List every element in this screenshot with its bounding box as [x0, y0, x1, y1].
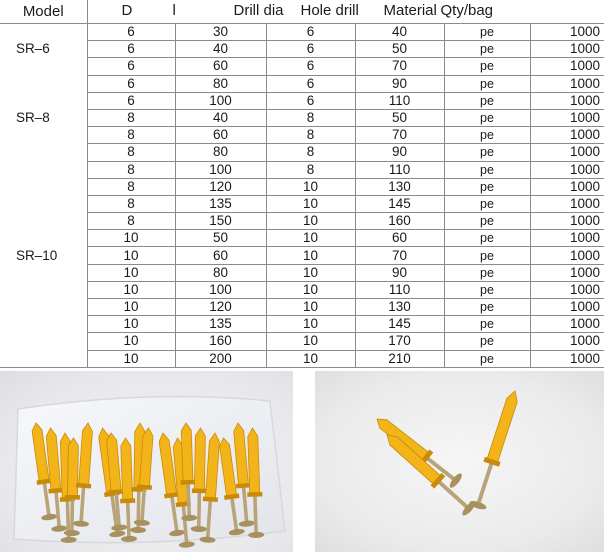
material-cell: pe [444, 333, 530, 350]
d-cell: 10 [87, 264, 175, 281]
loose-anchors-illustration [315, 371, 604, 552]
drill-dia-cell: 10 [266, 316, 355, 333]
header-row [0, 0, 604, 24]
drill-dia-cell: 10 [266, 213, 355, 230]
drill-dia-cell: 10 [266, 195, 355, 212]
hole-drill-cell: 70 [355, 127, 444, 144]
table-row [0, 24, 604, 41]
drill-dia-cell: 10 [266, 178, 355, 195]
table-row [0, 281, 604, 298]
table-row [0, 58, 604, 75]
l-cell: 100 [175, 161, 266, 178]
qty-cell: 1000 [530, 316, 604, 333]
drill-dia-cell: 10 [266, 230, 355, 247]
model-cell [0, 264, 87, 281]
material-cell: pe [444, 195, 530, 212]
qty-cell: 1000 [530, 127, 604, 144]
material-cell: pe [444, 109, 530, 126]
model-cell: SR–8 [16, 110, 50, 126]
l-cell: 50 [175, 230, 266, 247]
material-cell: pe [444, 247, 530, 264]
model-cell [0, 350, 87, 367]
model-cell [0, 299, 87, 316]
model-cell [0, 127, 87, 144]
qty-cell: 1000 [530, 281, 604, 298]
table-row [0, 41, 604, 58]
l-cell: 80 [175, 264, 266, 281]
material-cell: pe [444, 281, 530, 298]
hole-drill-cell: 40 [355, 24, 444, 41]
table-row [0, 230, 604, 247]
drill-dia-cell: 6 [266, 75, 355, 92]
l-header: l [172, 2, 176, 19]
l-cell: 40 [175, 41, 266, 58]
header-labels [87, 0, 604, 24]
d-cell: 8 [87, 213, 175, 230]
drill-dia-cell: 8 [266, 161, 355, 178]
l-cell: 30 [175, 24, 266, 41]
d-cell: 6 [87, 24, 175, 41]
material-cell: pe [444, 213, 530, 230]
d-cell: 8 [87, 127, 175, 144]
d-cell: 8 [87, 144, 175, 161]
hole-drill-cell: 145 [355, 195, 444, 212]
bagged-anchors-photo [0, 371, 293, 552]
d-cell: 10 [87, 350, 175, 367]
l-cell: 120 [175, 299, 266, 316]
table-row [0, 161, 604, 178]
l-cell: 200 [175, 350, 266, 367]
model-cell: SR–6 [16, 41, 50, 57]
model-cell [0, 178, 87, 195]
drill-dia-cell: 10 [266, 350, 355, 367]
d-cell: 10 [87, 316, 175, 333]
l-cell: 60 [175, 58, 266, 75]
drill-dia-cell: 10 [266, 281, 355, 298]
l-cell: 80 [175, 144, 266, 161]
table-body [0, 24, 604, 368]
l-cell: 100 [175, 281, 266, 298]
qty-cell: 1000 [530, 75, 604, 92]
hole-drill-cell: 145 [355, 316, 444, 333]
qty-cell: 1000 [530, 247, 604, 264]
d-cell: 8 [87, 109, 175, 126]
table-row [0, 92, 604, 109]
qty-cell: 1000 [530, 350, 604, 367]
material-cell: pe [444, 144, 530, 161]
hole-drill-cell: 160 [355, 213, 444, 230]
drill-dia-header: Drill dia [233, 2, 284, 19]
drill-dia-cell: 8 [266, 127, 355, 144]
hole-drill-cell: 60 [355, 230, 444, 247]
hole-drill-cell: 110 [355, 281, 444, 298]
table-row [0, 299, 604, 316]
material-cell: pe [444, 92, 530, 109]
d-header: D [121, 2, 133, 19]
table-row [0, 195, 604, 212]
d-cell: 8 [87, 178, 175, 195]
qty-cell: 1000 [530, 299, 604, 316]
material-cell: pe [444, 230, 530, 247]
anchor-bag-illustration [0, 371, 293, 552]
hole-drill-cell: 90 [355, 144, 444, 161]
material-header: Material [383, 2, 437, 19]
qty-cell: 1000 [530, 24, 604, 41]
material-cell: pe [444, 127, 530, 144]
model-header: Model [0, 0, 87, 24]
qty-cell: 1000 [530, 161, 604, 178]
table-row [0, 247, 604, 264]
table-row [0, 316, 604, 333]
drill-dia-cell: 10 [266, 333, 355, 350]
l-cell: 60 [175, 127, 266, 144]
hole-drill-cell: 110 [355, 161, 444, 178]
model-cell [0, 75, 87, 92]
material-cell: pe [444, 161, 530, 178]
material-cell: pe [444, 316, 530, 333]
model-cell [0, 230, 87, 247]
l-cell: 100 [175, 92, 266, 109]
model-cell [0, 58, 87, 75]
d-cell: 10 [87, 281, 175, 298]
hole-drill-cell: 110 [355, 92, 444, 109]
hole-drill-cell: 130 [355, 299, 444, 316]
drill-dia-cell: 8 [266, 144, 355, 161]
hole-drill-cell: 210 [355, 350, 444, 367]
hole-drill-cell: 70 [355, 247, 444, 264]
table-row [0, 264, 604, 281]
hole-drill-cell: 170 [355, 333, 444, 350]
loose-anchor [381, 428, 477, 517]
qty-cell: 1000 [530, 213, 604, 230]
d-cell: 6 [87, 41, 175, 58]
drill-dia-cell: 10 [266, 299, 355, 316]
qty-cell: 1000 [530, 109, 604, 126]
hole-drill-header: Hole drill [300, 2, 359, 19]
l-cell: 120 [175, 178, 266, 195]
l-cell: 60 [175, 247, 266, 264]
model-cell [0, 281, 87, 298]
d-cell: 8 [87, 195, 175, 212]
model-cell [0, 24, 87, 41]
qty-cell: 1000 [530, 264, 604, 281]
model-cell [0, 161, 87, 178]
l-cell: 160 [175, 333, 266, 350]
table-row [0, 127, 604, 144]
d-cell: 8 [87, 161, 175, 178]
d-cell: 10 [87, 333, 175, 350]
loose-anchor [469, 388, 524, 511]
l-cell: 150 [175, 213, 266, 230]
loose-anchors-group [372, 388, 524, 517]
model-cell: SR–10 [16, 247, 58, 263]
drill-dia-cell: 6 [266, 92, 355, 109]
material-cell: pe [444, 264, 530, 281]
table-row [0, 333, 604, 350]
d-cell: 10 [87, 299, 175, 316]
hole-drill-cell: 50 [355, 41, 444, 58]
drill-dia-cell: 10 [266, 264, 355, 281]
qty-cell: 1000 [530, 92, 604, 109]
model-cell [0, 195, 87, 212]
table-row [0, 350, 604, 367]
d-cell: 6 [87, 75, 175, 92]
d-cell: 6 [87, 92, 175, 109]
d-cell: 10 [87, 230, 175, 247]
drill-dia-cell: 8 [266, 109, 355, 126]
model-cell [0, 92, 87, 109]
material-cell: pe [444, 75, 530, 92]
drill-dia-cell: 6 [266, 58, 355, 75]
table-row [0, 75, 604, 92]
qty-cell: 1000 [530, 195, 604, 212]
d-cell: 6 [87, 58, 175, 75]
table-row [0, 109, 604, 126]
l-cell: 135 [175, 195, 266, 212]
material-cell: pe [444, 350, 530, 367]
table-row [0, 144, 604, 161]
material-cell: pe [444, 58, 530, 75]
model-cell [0, 213, 87, 230]
qty-cell: 1000 [530, 58, 604, 75]
l-cell: 80 [175, 75, 266, 92]
qty-cell: 1000 [530, 41, 604, 58]
d-cell: 10 [87, 247, 175, 264]
l-cell: 135 [175, 316, 266, 333]
model-cell [0, 333, 87, 350]
hole-drill-cell: 70 [355, 58, 444, 75]
hole-drill-cell: 50 [355, 109, 444, 126]
qty-cell: 1000 [530, 230, 604, 247]
material-cell: pe [444, 41, 530, 58]
qty-cell: 1000 [530, 144, 604, 161]
table-row [0, 178, 604, 195]
hole-drill-cell: 90 [355, 75, 444, 92]
model-cell [0, 144, 87, 161]
material-cell: pe [444, 178, 530, 195]
hole-drill-cell: 130 [355, 178, 444, 195]
material-cell: pe [444, 299, 530, 316]
model-cell [0, 316, 87, 333]
qty-bag-header: Qty/bag [440, 2, 494, 19]
l-cell: 40 [175, 109, 266, 126]
qty-cell: 1000 [530, 333, 604, 350]
table-row [0, 213, 604, 230]
drill-dia-cell: 6 [266, 24, 355, 41]
drill-dia-cell: 10 [266, 247, 355, 264]
hole-drill-cell: 90 [355, 264, 444, 281]
loose-anchor [372, 412, 464, 489]
loose-anchors-photo [315, 371, 604, 552]
qty-cell: 1000 [530, 178, 604, 195]
drill-dia-cell: 6 [266, 41, 355, 58]
material-cell: pe [444, 24, 530, 41]
